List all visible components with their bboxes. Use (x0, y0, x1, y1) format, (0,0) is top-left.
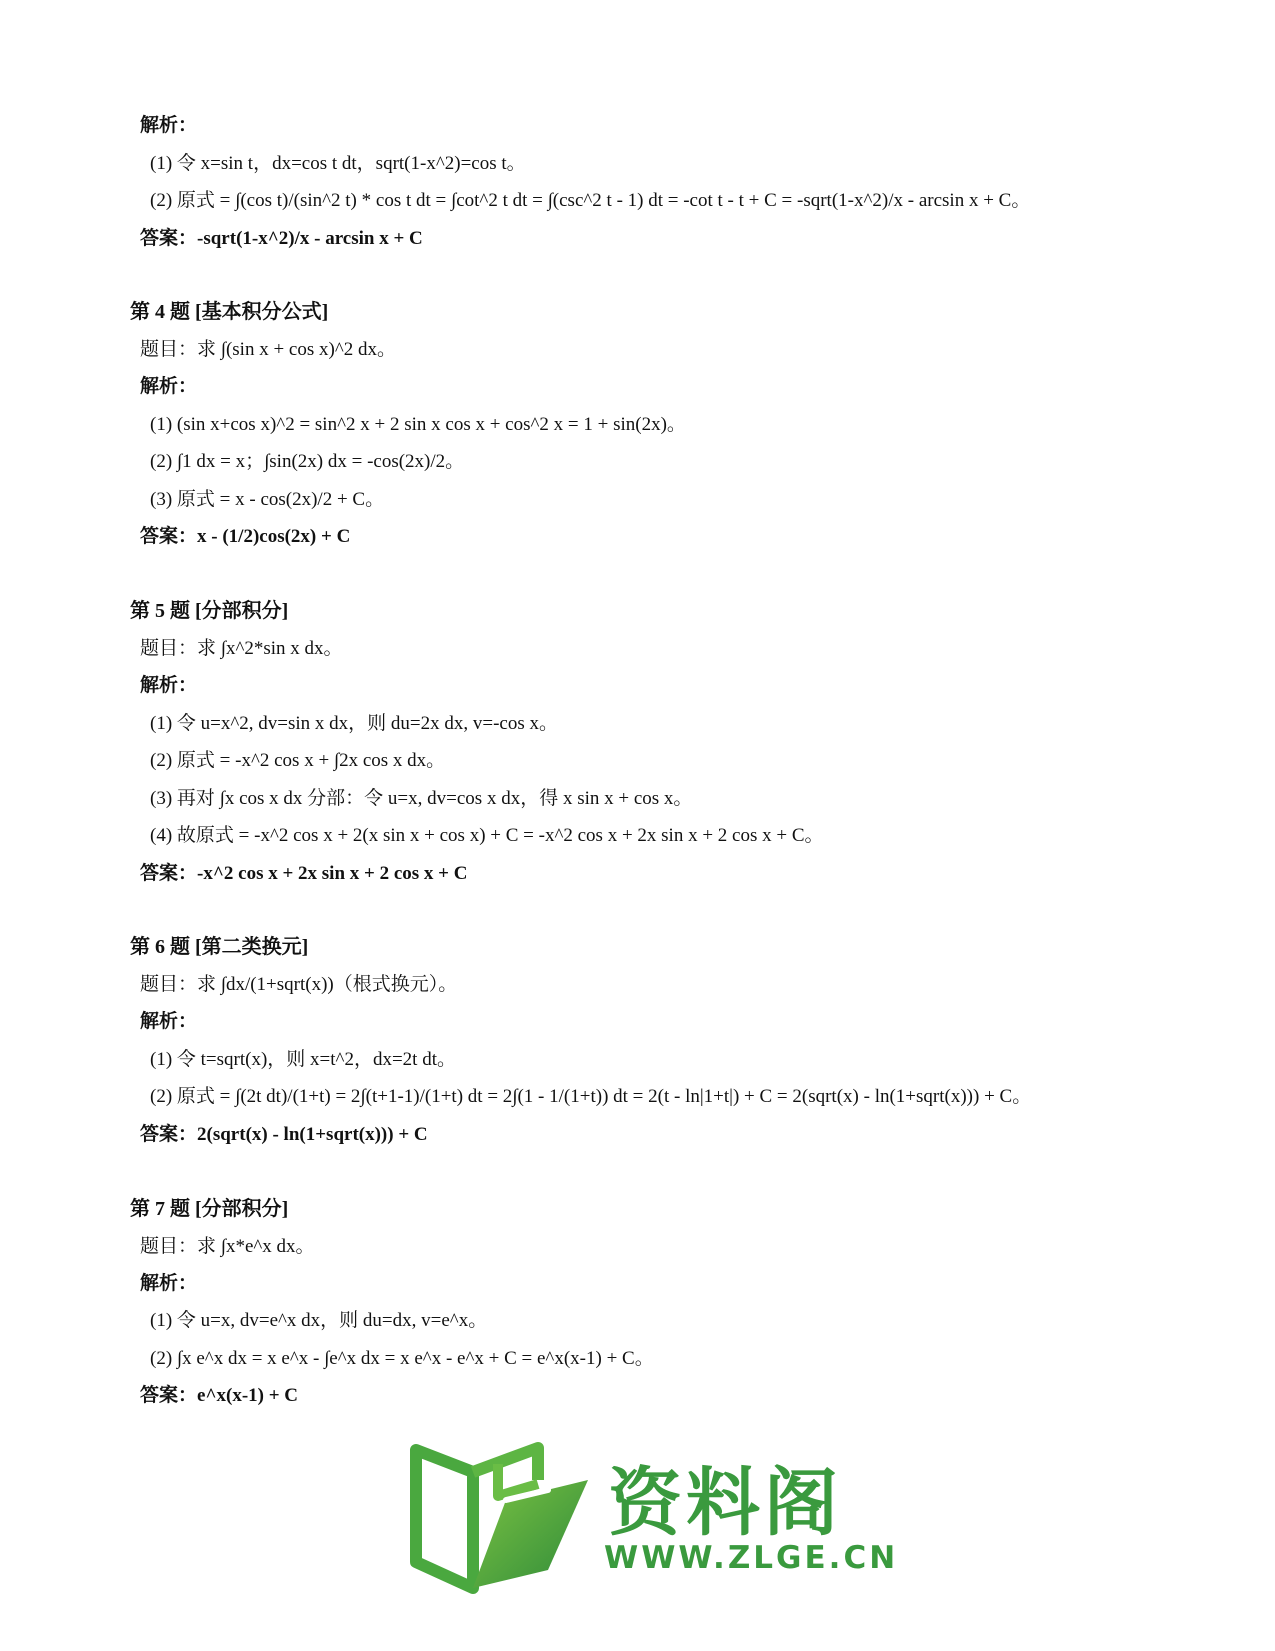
problem-question: 题目：求 ∫dx/(1+sqrt(x))（根式换元）。 (140, 974, 458, 995)
answer-label: 答案： (140, 1124, 198, 1145)
problem-question: 题目：求 ∫x^2*sin x dx。 (140, 638, 343, 659)
answer-value: e^x(x-1) + C (197, 1385, 299, 1406)
answer-line (140, 524, 350, 550)
answer-line (140, 861, 467, 887)
analysis-step: (1) 令 x=sin t，dx=cos t dt，sqrt(1-x^2)=cos t。 (150, 153, 526, 174)
analysis-step: (1) (sin x+cos x)^2 = sin^2 x + 2 sin x cos x + cos^2 x = 1 + sin(2x)。 (150, 414, 686, 435)
answer-label: 答案： (140, 863, 198, 884)
answer-label: 答案： (140, 228, 198, 249)
answer-value: -sqrt(1-x^2)/x - arcsin x + C (197, 228, 423, 249)
problem-heading: 第 5 题 [分部积分] (130, 600, 289, 622)
analysis-step: (2) 原式 = ∫(2t dt)/(1+t) = 2∫(t+1-1)/(1+t) dt = 2∫(1 - 1/(1+t)) dt = 2(t - ln|1+t|) + C = 2(sqrt(x) - ln(1+sqrt(x))) + C。 (150, 1086, 1032, 1107)
analysis-step: (2) ∫x e^x dx = x e^x - ∫e^x dx = x e^x - e^x + C = e^x(x-1) + C。 (150, 1348, 654, 1369)
analysis-label: 解析： (140, 1011, 198, 1032)
analysis-step: (2) 原式 = ∫(cos t)/(sin^2 t) * cos t dt = ∫cot^2 t dt = ∫(csc^2 t - 1) dt = -cot t - t + C = -sqrt(1-x^2)/x - arcsin x + C。 (150, 190, 1031, 211)
watermark-title: 资料阁 (608, 1460, 842, 1546)
problem-heading: 第 6 题 [第二类换元] (130, 936, 309, 958)
watermark (398, 1440, 899, 1600)
problem-question: 题目：求 ∫x*e^x dx。 (140, 1236, 315, 1257)
problem-heading: 第 4 题 [基本积分公式] (130, 301, 329, 323)
analysis-step: (2) 原式 = -x^2 cos x + ∫2x cos x dx。 (150, 750, 446, 771)
problem-heading: 第 7 题 [分部积分] (130, 1198, 289, 1220)
analysis-step: (3) 再对 ∫x cos x dx 分部：令 u=x, dv=cos x dx，得 x sin x + cos x。 (150, 788, 693, 809)
open-book-icon (398, 1440, 598, 1600)
answer-label: 答案： (140, 526, 198, 547)
analysis-label: 解析： (140, 115, 198, 136)
answer-line (140, 226, 423, 252)
watermark-url: WWW.ZLGE.CN (604, 1540, 899, 1576)
answer-value: 2(sqrt(x) - ln(1+sqrt(x))) + C (197, 1124, 428, 1145)
answer-value: x - (1/2)cos(2x) + C (197, 526, 351, 547)
analysis-label: 解析： (140, 675, 198, 696)
answer-line (140, 1122, 428, 1148)
analysis-step: (4) 故原式 = -x^2 cos x + 2(x sin x + cos x) + C = -x^2 cos x + 2x sin x + 2 cos x + C。 (150, 825, 824, 846)
analysis-step: (3) 原式 = x - cos(2x)/2 + C。 (150, 489, 385, 510)
analysis-step: (2) ∫1 dx = x；∫sin(2x) dx = -cos(2x)/2。 (150, 451, 465, 472)
answer-line (140, 1383, 298, 1409)
answer-label: 答案： (140, 1385, 198, 1406)
analysis-label: 解析： (140, 376, 198, 397)
answer-value: -x^2 cos x + 2x sin x + 2 cos x + C (197, 863, 468, 884)
analysis-label: 解析： (140, 1273, 198, 1294)
problem-question: 题目：求 ∫(sin x + cos x)^2 dx。 (140, 339, 396, 360)
analysis-step: (1) 令 u=x, dv=e^x dx，则 du=dx, v=e^x。 (150, 1310, 488, 1331)
analysis-step: (1) 令 u=x^2, dv=sin x dx，则 du=2x dx, v=-cos x。 (150, 713, 559, 734)
analysis-step: (1) 令 t=sqrt(x)，则 x=t^2，dx=2t dt。 (150, 1049, 456, 1070)
